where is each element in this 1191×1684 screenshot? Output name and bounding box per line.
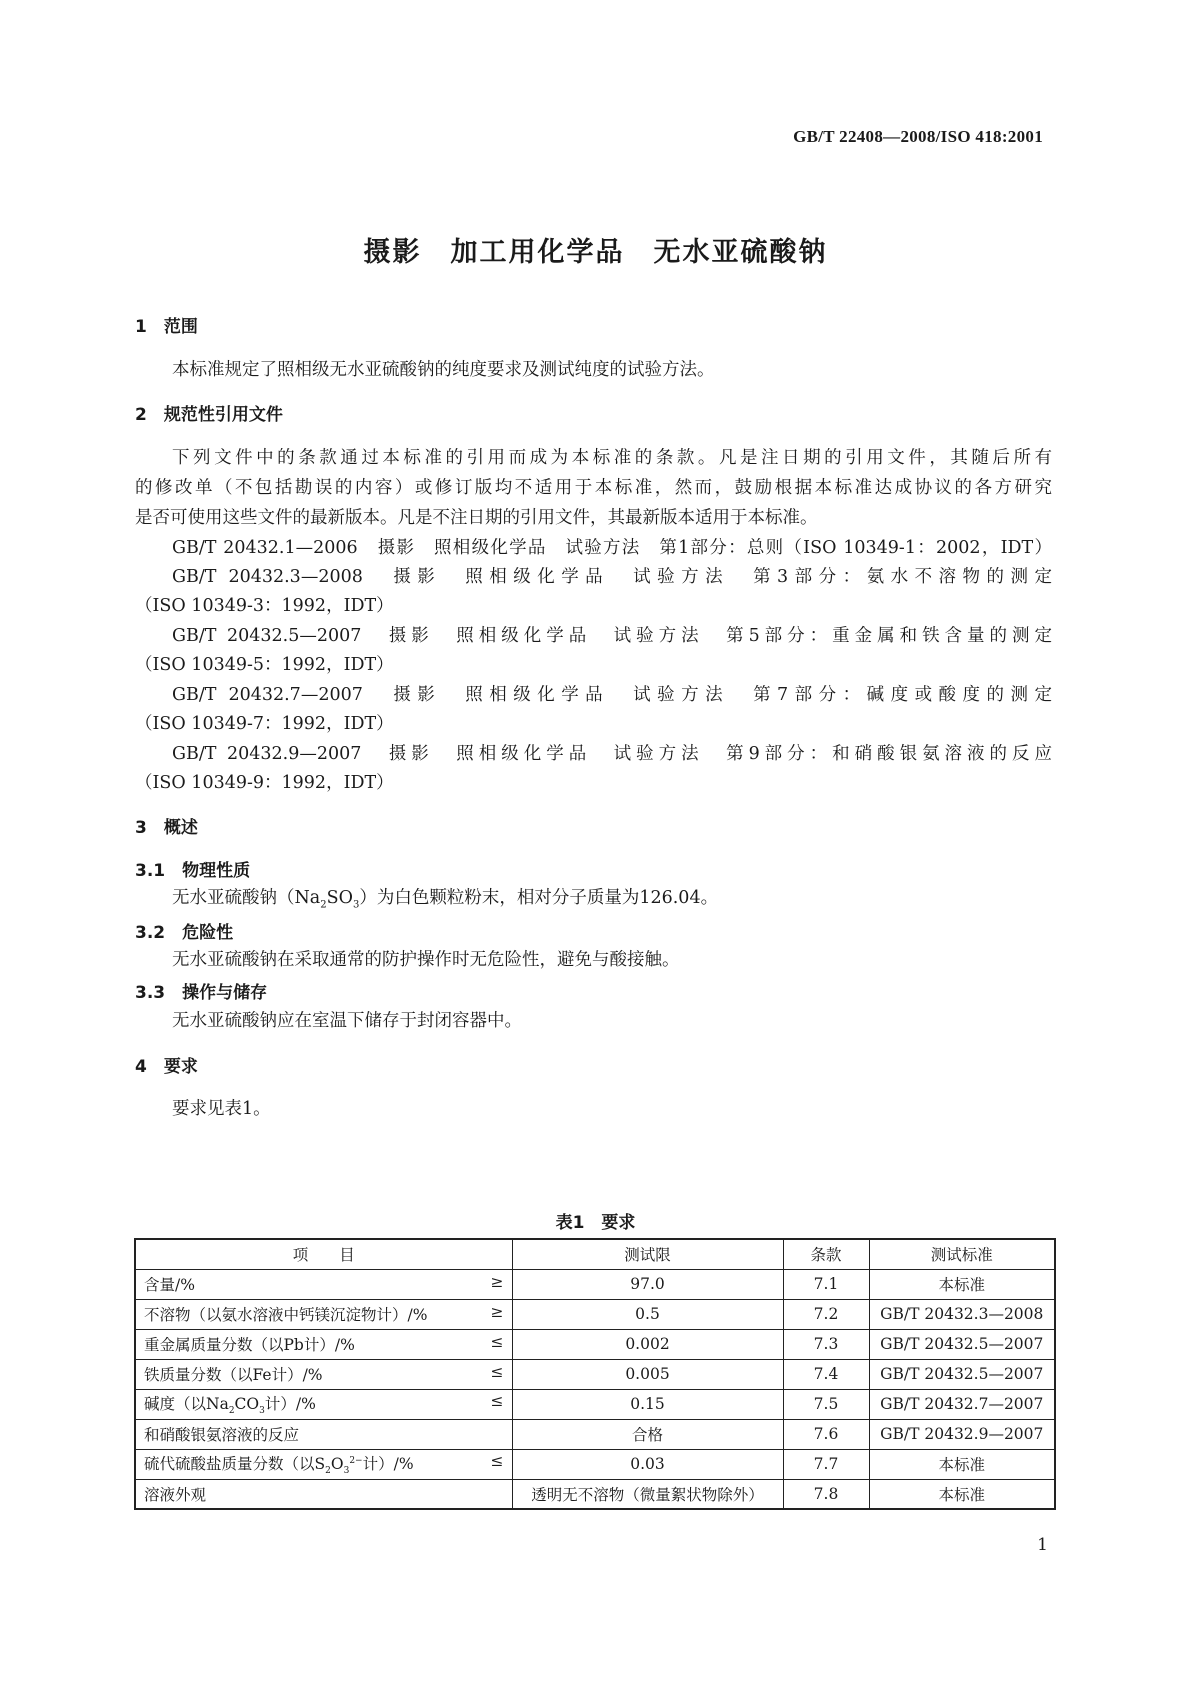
reference-entry: GB/T 20432.1—2006 摄影 照相级化学品 试验方法 第1部分：总则（ISO 10349-1：2002，IDT） (172, 538, 1052, 558)
section-2-intro-line: 的修改单（不包括勘误的内容）或修订版均不适用于本标准，然而，鼓励根据本标准达成协议的各方研究 (135, 478, 1052, 498)
section-3-1-heading: 3.1 物理性质 (135, 861, 251, 881)
standard-cell: GB/T 20432.5—2007 (869, 1329, 1055, 1359)
table-row (135, 1359, 1055, 1389)
item-cell: 和硝酸银氨溶液的反应 (135, 1419, 512, 1449)
column-header: 测试限 (512, 1239, 783, 1269)
section-2-intro-line: 下列文件中的条款通过本标准的引用而成为本标准的条款。凡是注日期的引用文件，其随后所有 (172, 448, 1052, 468)
standard-cell: GB/T 20432.9—2007 (869, 1419, 1055, 1449)
section-3-3-body: 无水亚硫酸钠应在室温下储存于封闭容器中。 (172, 1011, 522, 1031)
section-3-2-body: 无水亚硫酸钠在采取通常的防护操作时无危险性，避免与酸接触。 (172, 950, 680, 970)
table-caption: 表1 要求 (555, 1213, 636, 1233)
item-cell: 溶液外观 (135, 1479, 512, 1509)
column-header: 条款 (783, 1239, 869, 1269)
standard-cell: 本标准 (869, 1269, 1055, 1299)
table-row (135, 1419, 1055, 1449)
section-3-1-body: 无水亚硫酸钠$(Na_2SO_3)$为白色颗粒粉末，相对分子质量为126.04。 (172, 888, 719, 911)
column-header: 项 目 (135, 1239, 512, 1269)
limit-cell: 0.03 (512, 1449, 783, 1479)
standard-cell: 本标准 (869, 1449, 1055, 1479)
table-row (135, 1269, 1055, 1299)
reference-entry-cont: （ISO 10349-9：1992，IDT） (135, 773, 394, 793)
table-row (135, 1389, 1055, 1419)
clause-cell: 7.8 (783, 1479, 869, 1509)
section-4-body: 要求见表1。 (172, 1099, 271, 1119)
document-title: 摄影 加工用化学品 无水亚硫酸钠 (363, 237, 828, 268)
section-3-heading: 3 概述 (135, 818, 198, 838)
clause-cell: 7.1 (783, 1269, 869, 1299)
standard-cell: 本标准 (869, 1479, 1055, 1509)
item-cell: 重金属质量分数（以Pb计）/% ≤ (135, 1329, 512, 1359)
clause-cell: 7.4 (783, 1359, 869, 1389)
limit-cell: 0.5 (512, 1299, 783, 1329)
section-1-heading: 1 范围 (135, 317, 198, 337)
section-1-body: 本标准规定了照相级无水亚硫酸钠的纯度要求及测试纯度的试验方法。 (172, 360, 715, 380)
table-header-row (135, 1239, 1055, 1269)
clause-cell: 7.5 (783, 1389, 869, 1419)
reference-entry-cont: （ISO 10349-7：1992，IDT） (135, 714, 394, 734)
reference-entry-cont: （ISO 10349-3：1992，IDT） (135, 596, 394, 616)
clause-cell: 7.6 (783, 1419, 869, 1449)
clause-cell: 7.2 (783, 1299, 869, 1329)
clause-cell: 7.3 (783, 1329, 869, 1359)
standard-code: GB/T 22408—2008/ISO 418:2001 (793, 127, 1043, 146)
page-number: 1 (1037, 1535, 1048, 1555)
limit-cell: 透明无不溶物（微量絮状物除外） (512, 1479, 783, 1509)
limit-cell: 97.0 (512, 1269, 783, 1299)
standard-cell: GB/T 20432.3—2008 (869, 1299, 1055, 1329)
table-row (135, 1449, 1055, 1479)
section-3-3-heading: 3.3 操作与储存 (135, 983, 268, 1003)
limit-cell: 合格 (512, 1419, 783, 1449)
standard-cell: GB/T 20432.7—2007 (869, 1389, 1055, 1419)
section-2-intro-line: 是否可使用这些文件的最新版本。凡是不注日期的引用文件，其最新版本适用于本标准。 (135, 508, 818, 528)
section-4-heading: 4 要求 (135, 1057, 198, 1077)
reference-entry: GB/T 20432.7—2007 摄影 照相级化学品 试验方法 第7部分：碱度或酸度的测定 (172, 685, 1052, 705)
limit-cell: 0.15 (512, 1389, 783, 1419)
reference-entry: GB/T 20432.5—2007 摄影 照相级化学品 试验方法 第5部分：重金属和铁含量的测定 (172, 626, 1052, 646)
requirements-table (134, 1238, 1056, 1510)
reference-entry: GB/T 20432.3—2008 摄影 照相级化学品 试验方法 第3部分：氨水不溶物的测定 (172, 567, 1052, 587)
item-cell: 硫代硫酸盐质量分数（以$S_2O_3^{2-}$计）/% ≤ (135, 1449, 512, 1479)
section-3-2-heading: 3.2 危险性 (135, 923, 234, 943)
reference-entry-cont: （ISO 10349-5：1992，IDT） (135, 655, 394, 675)
clause-cell: 7.7 (783, 1449, 869, 1479)
item-cell: 碱度（以$Na_2CO_3$计）/% ≤ (135, 1389, 512, 1419)
column-header: 测试标准 (869, 1239, 1055, 1269)
table-row (135, 1329, 1055, 1359)
table-row (135, 1479, 1055, 1509)
limit-cell: 0.005 (512, 1359, 783, 1389)
item-cell: 不溶物（以氨水溶液中钙镁沉淀物计）/% ≥ (135, 1299, 512, 1329)
standard-cell: GB/T 20432.5—2007 (869, 1359, 1055, 1389)
table-row (135, 1299, 1055, 1329)
limit-cell: 0.002 (512, 1329, 783, 1359)
item-cell: 铁质量分数（以Fe计）/% ≤ (135, 1359, 512, 1389)
reference-entry: GB/T 20432.9—2007 摄影 照相级化学品 试验方法 第9部分：和硝酸银氨溶液的反应 (172, 744, 1052, 764)
item-cell: 含量/% ≥ (135, 1269, 512, 1299)
section-2-heading: 2 规范性引用文件 (135, 405, 283, 425)
